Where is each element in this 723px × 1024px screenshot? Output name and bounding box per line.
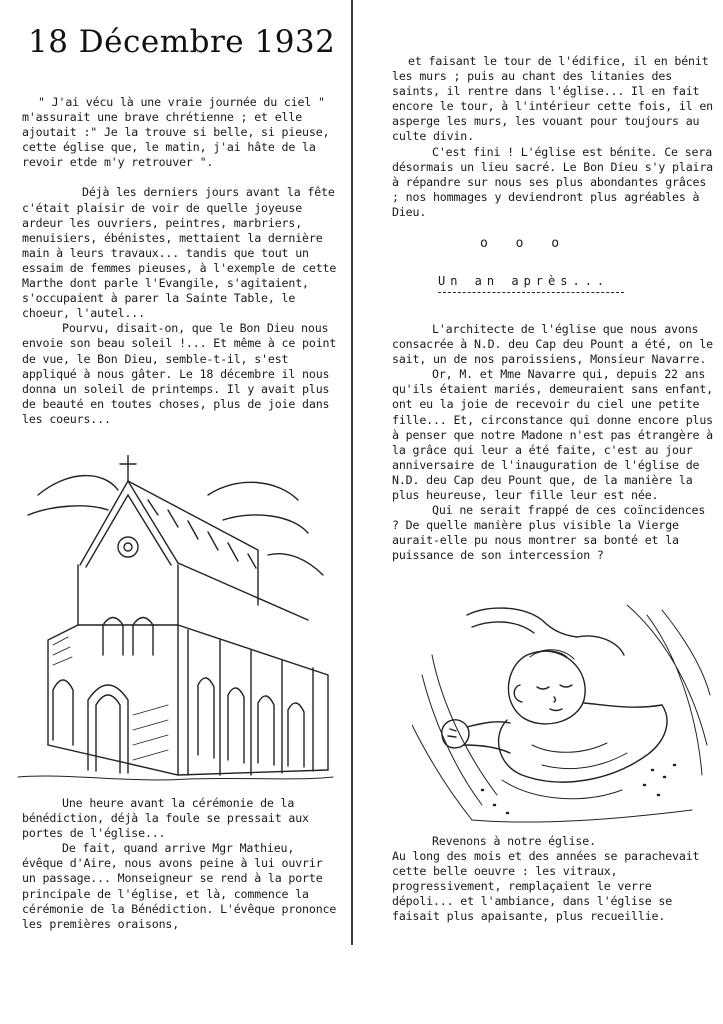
right-column-bottom xyxy=(392,834,714,925)
section-separator: o o o xyxy=(480,236,570,251)
paragraph-quote: " J'ai vécu là une vraie journée du ciel " m'assurait une brave chrétienne ; et elle ajoutait :" Je la trouve si belle, si pieuse, cette église que, le matin, j'ai hâte de la revoir etde m'y retrouver ". xyxy=(22,95,330,170)
paragraph-blessed: C'est fini ! L'église est bénite. Ce sera désormais un lieu sacré. Le Bon Dieu s'y plaira à répandre sur nous ses plus abondantes grâces ; nos hommages y deviendront plus agréables à Dieu. xyxy=(392,144,714,219)
paragraph-coincidence: Qui ne serait frappé de ces coïncidences ? De quelle manière plus visible la Vierge aurait-elle pu nous montrer sa bonté et la puissance de son intercession ? xyxy=(392,503,706,563)
paragraph-sunshine: Pourvu, disait-on, que le Bon Dieu nous envoie son beau soleil !... Et même à ce point de vue, le Bon Dieu, semble-t-il, s'est appliqué à nous gâter. Le 18 décembre il nous donna un soleil de printemps. Il y avait plus de beauté en toutes choses, plus de joie dans les coeurs... xyxy=(22,321,337,426)
left-column-top xyxy=(22,95,340,427)
paragraph-navarre: Or, M. et Mme Navarre qui, depuis 22 ans qu'ils étaient mariés, demeuraient sans enfant, ont eu la joie de recevoir du ciel une petite fille... Et, circonstance qui donne encore plus à penser que notre Madone n'est pas étrangère à la grâce qui leur a été faite, c'est au jour anniversaire de l'inauguration de l'église de N.D. deu Cap deu Pount que, de la manière la plus heureuse, leur fille leur est née. xyxy=(392,367,714,503)
paragraph-bishop: De fait, quand arrive Mgr Mathieu, évêque d'Aire, nous avons peine à lui ouvrir un passage... Monseigneur se rend à la porte principale de l'église, et là, commence la cérémonie de la Bénédiction. L'évêque prononce les premières oraisons, xyxy=(22,841,337,931)
right-column-top xyxy=(392,54,714,220)
column-divider xyxy=(351,0,353,945)
church-illustration xyxy=(8,455,338,785)
subheading-underline xyxy=(438,292,624,293)
paragraph-return: Revenons à notre église. xyxy=(432,834,596,848)
right-column-middle xyxy=(392,322,714,564)
paragraph-blessing: et faisant le tour de l'édifice, il en bénit les murs ; puis au chant des litanies des saints, il rentre dans l'église... Il en fait encore le tour, à l'intérieur cette fois, il en asperge les murs, les vouant pour toujours au culte divin. xyxy=(392,54,714,144)
paragraph-crowd: Une heure avant la cérémonie de la bénédiction, déjà la foule se pressait aux portes de l'église... xyxy=(22,796,309,841)
section-subheading: Un an après... xyxy=(438,274,610,288)
page-title: 18 Décembre 1932 xyxy=(28,24,336,60)
paragraph-architect: L'architecte de l'église que nous avons consacrée à N.D. deu Cap deu Pount a été, on le sait, un de nos paroissiens, Monsieur Navarre. xyxy=(392,322,714,367)
paragraph-windows: Au long des mois et des années se parachevait cette belle oeuvre : les vitraux, progressivement, remplaçaient le verre dépoli... et l'ambiance, dans l'église se faisait plus apaisante, plus recueillie. xyxy=(392,849,700,924)
left-column-bottom xyxy=(22,796,340,932)
baby-illustration xyxy=(412,605,712,830)
paragraph-preparations: Déjà les derniers jours avant la fête c'était plaisir de voir de quelle joyeuse ardeur les ouvriers, peintres, marbriers, menuisiers, ébénistes, mettaient la dernière main à leurs travaux... tandis que tout un essaim de femmes pieuses, à l'exemple de cette Marthe dont parle l'Evangile, s'agitaient, s'occupaient à parer la Sainte Table, le choeur, l'autel... xyxy=(22,185,337,321)
